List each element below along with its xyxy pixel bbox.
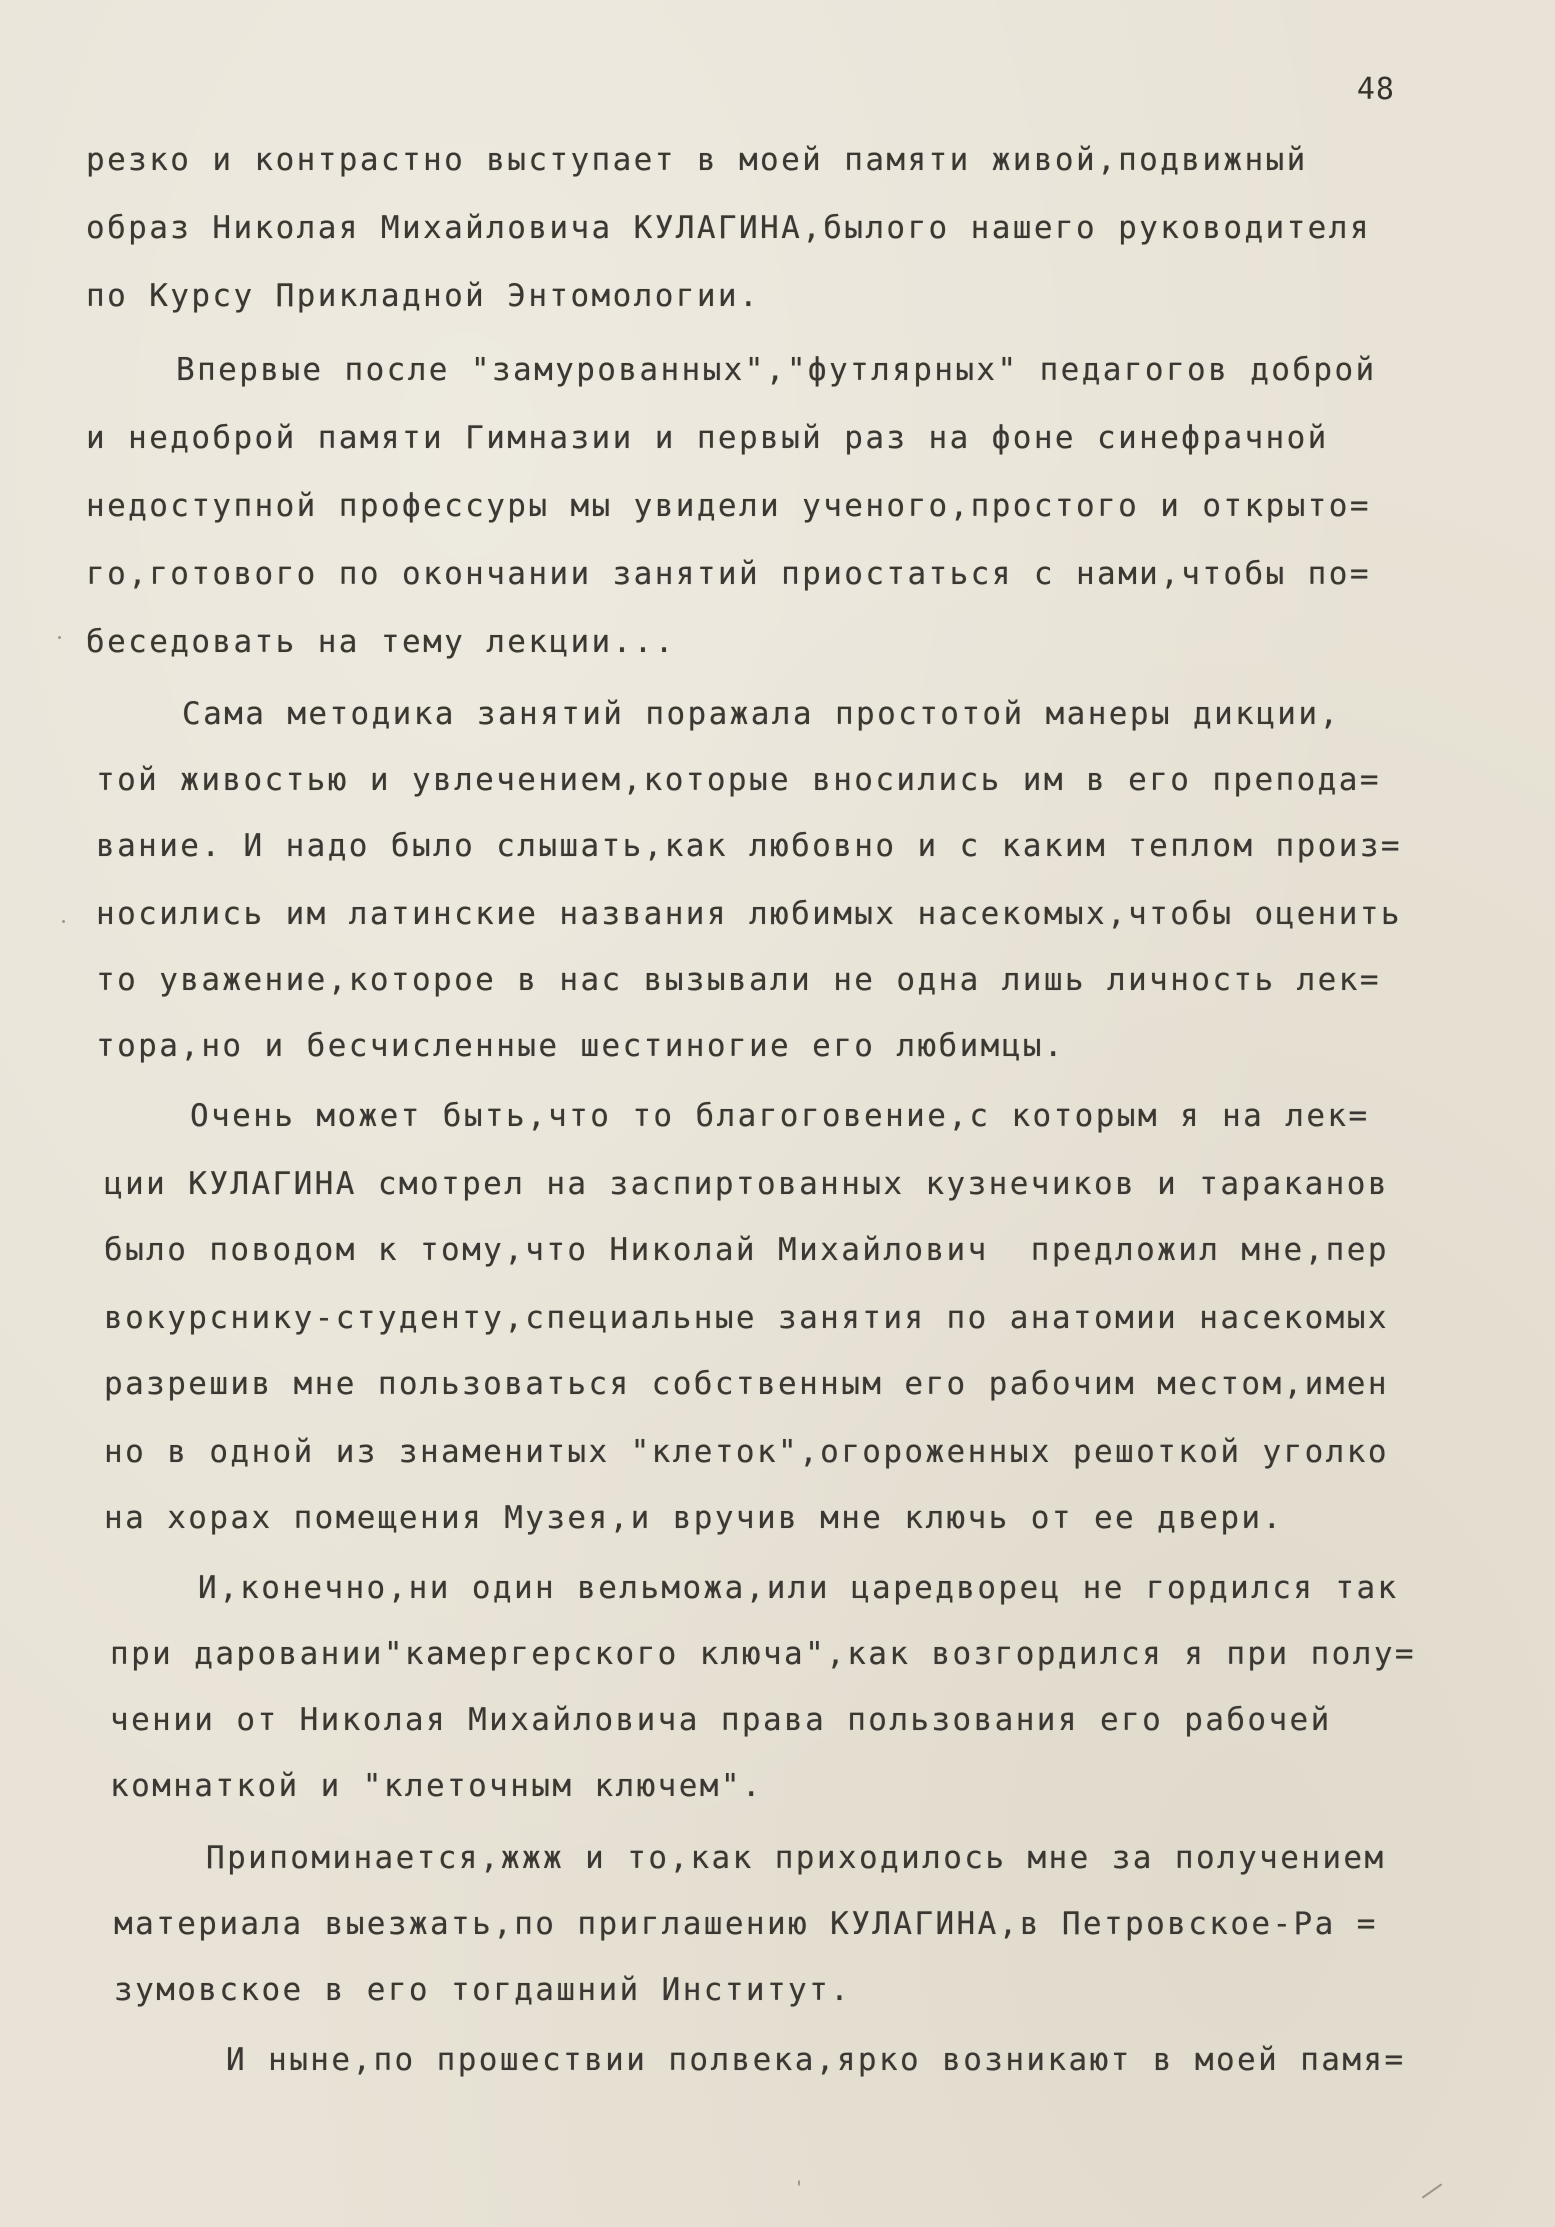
text-line: по Курсу Прикладной Энтомологии.	[86, 278, 761, 314]
paper-speck	[62, 920, 65, 923]
page-number: 48	[1356, 72, 1395, 107]
text-line: и недоброй памяти Гимназии и первый раз на фоне синефрачной	[86, 420, 1329, 456]
text-line: на хорах помещения Музея,и вручив мне ключь от ее двери.	[104, 1500, 1284, 1536]
text-line: резко и контрастно выступает в моей памяти живой,подвижный	[86, 142, 1308, 178]
text-line: беседовать на тему лекции...	[86, 624, 676, 660]
text-line: образ Николая Михайловича КУЛАГИНА,былого нашего руководителя	[86, 210, 1371, 246]
text-line: носились им латинские названия любимых насекомых,чтобы оценить	[96, 896, 1402, 932]
text-line: разрешив мне пользоваться собственным его рабочим местом,имен	[104, 1366, 1389, 1402]
paper-speck	[798, 2180, 800, 2186]
text-line: Впервые после "замурованных","футлярных" педагогов доброй	[176, 352, 1377, 388]
text-line: вание. И надо было слышать,как любовно и с каким теплом произ=	[96, 828, 1402, 864]
text-line: при даровании"камергерского ключа",как возгордился я при полу=	[110, 1636, 1416, 1672]
text-line: го,готового по окончании занятий приостаться с нами,чтобы по=	[86, 556, 1371, 592]
text-line: Очень может быть,что то благоговение,с которым я на лек=	[190, 1098, 1370, 1134]
text-line: И,конечно,ни один вельможа,или царедворец не гордился так	[198, 1570, 1399, 1606]
text-line: Припоминается,жжж и то,как приходилось мне за получением	[206, 1840, 1386, 1876]
text-line: материала выезжать,по приглашению КУЛАГИНА,в Петровское-Ра =	[114, 1906, 1378, 1942]
text-line: недоступной профессуры мы увидели ученого,простого и открыто=	[86, 488, 1371, 524]
text-line: И ныне,по прошествии полвека,ярко возникают в моей памя=	[226, 2042, 1406, 2078]
text-line: ции КУЛАГИНА смотрел на заспиртованных кузнечиков и тараканов	[104, 1166, 1389, 1202]
text-line: тора,но и бесчисленные шестиногие его любимцы.	[96, 1028, 1065, 1064]
text-line: но в одной из знаменитых "клеток",огороженных решоткой уголко	[104, 1434, 1389, 1470]
text-line: зумовское в его тогдашний Институт.	[114, 1972, 852, 2008]
text-line: вокурснику-студенту,специальные занятия по анатомии насекомых	[104, 1300, 1389, 1336]
text-line: Сама методика занятий поражала простотой манеры дикции,	[182, 696, 1341, 732]
text-line: то уважение,которое в нас вызывали не одна лишь личность лек=	[96, 962, 1381, 998]
paper-speck	[58, 636, 61, 639]
text-line: комнаткой и "клеточным ключем".	[110, 1768, 763, 1804]
text-line: было поводом к тому,что Николай Михайлович предложил мне,пер	[104, 1232, 1389, 1268]
text-line: чении от Николая Михайловича права пользования его рабочей	[110, 1702, 1332, 1738]
text-line: той живостью и увлечением,которые вносились им в его препода=	[96, 762, 1381, 798]
